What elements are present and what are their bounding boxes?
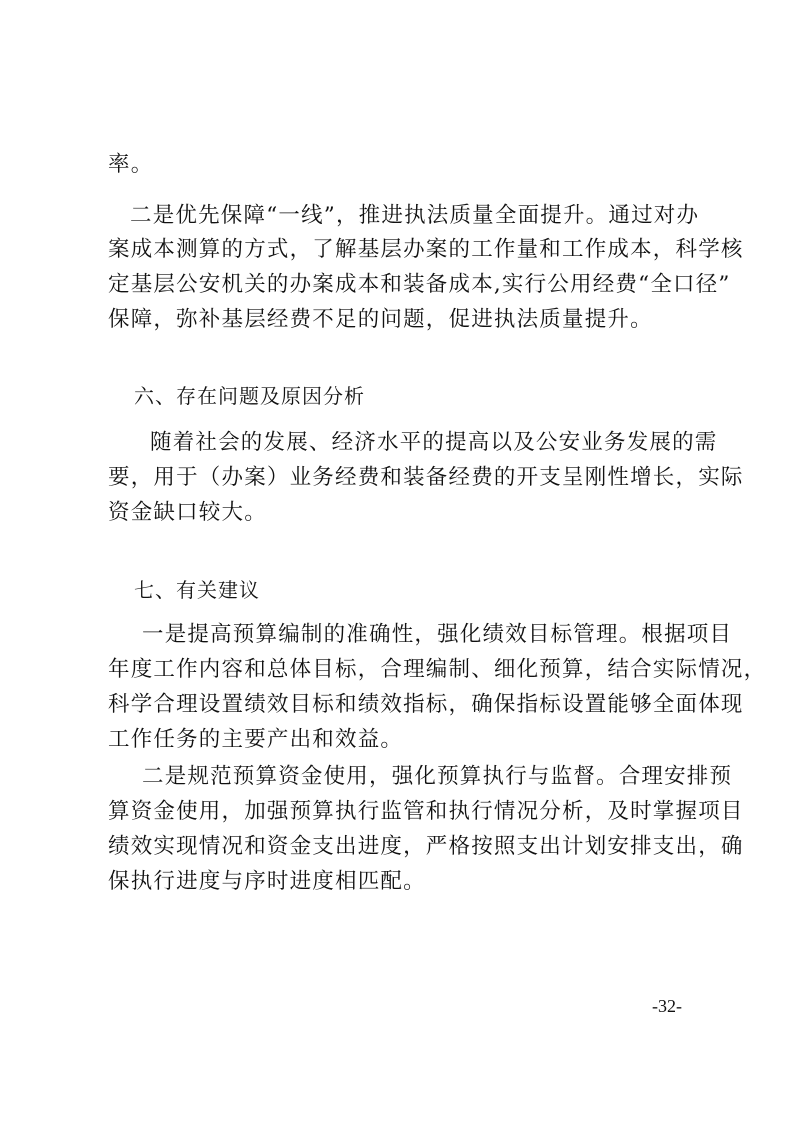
paragraph-line: 年度工作内容和总体目标，合理编制、细化预算，结合实际情况， [108,657,767,682]
paragraph-line: 定基层公安机关的办案成本和装备成本,实行公用经费“全口径” [108,272,731,297]
paragraph-line: 算资金使用，加强预算执行监管和执行情况分析，及时掌握项目 [108,799,744,824]
paragraph-line: 率。 [108,152,154,177]
paragraph-line: 资金缺口较大。 [108,500,267,525]
paragraph-line: 案成本测算的方式，了解基层办案的工作量和工作成本，科学核 [108,237,744,262]
paragraph-line: 保执行进度与序时进度相匹配。 [108,869,426,894]
paragraph-line: 一是提高预算编制的准确性，强化绩效目标管理。根据项目 [142,622,733,647]
paragraph-line: 二是规范预算资金使用，强化预算执行与监督。合理安排预 [142,764,733,789]
paragraph-line: 科学合理设置绩效目标和绩效指标，确保指标设置能够全面体现 [108,692,744,717]
section-heading-7: 七、有关建议 [134,578,260,602]
paragraph-line: 工作任务的主要产出和效益。 [108,727,404,752]
paragraph-line: 绩效实现情况和资金支出进度，严格按照支出计划安排支出，确 [108,834,744,859]
paragraph-line: 二是优先保障“一线”，推进执法质量全面提升。通过对办 [130,203,700,228]
page-number: -32- [652,996,682,1016]
paragraph-line: 随着社会的发展、经济水平的提高以及公安业务发展的需 [150,430,718,455]
section-heading-6: 六、存在问题及原因分析 [134,384,365,408]
paragraph-line: 保障，弥补基层经费不足的问题，促进执法质量提升。 [108,307,653,332]
paragraph-line: 要，用于（办案）业务经费和装备经费的开支呈刚性增长，实际 [108,465,744,490]
